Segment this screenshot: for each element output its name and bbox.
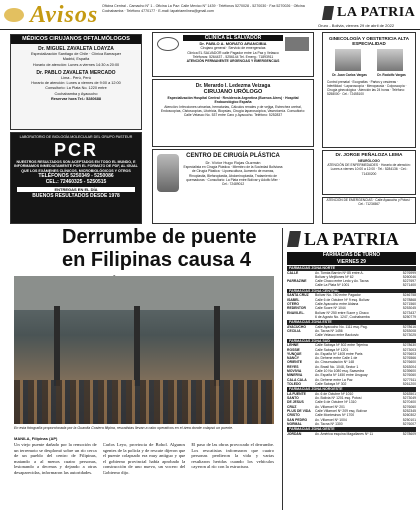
farmacias-de-turno (282, 228, 416, 510)
ad-subtitle: Especialización Hospital Central · Residencia Argentina (Buenos Aires) · Hospital Endourológico España (167, 96, 299, 105)
pharmacy-name (287, 333, 315, 337)
pharmacy-phone: 5278616 (402, 324, 416, 329)
ad-cirujano-urologo (152, 79, 314, 147)
header-contact-info: Oficina Central - Camacho N° 1 - Oficina La Paz: Calle Mexico N° 1439 · Teléfonos 5270028 - 5270030 · Fax 5270026 · Oficina Cochabamba · Teléfono 4770177 · E-mail: lapatriaenlinea@gmail.com (102, 4, 305, 13)
pharmacy-name: LEHNE (287, 343, 299, 348)
farmacias-header: FARMACIAS DE TURNO (287, 252, 416, 259)
doctor-name: Dr. Merardo I. Ledezma Veizaga (195, 83, 271, 89)
pharmacy-phone: 5253045 (402, 306, 416, 311)
pharmacy-address: Av. 6 de Octubre Nº 1010 (315, 391, 354, 396)
pharmacy-address: Av. Dehene entre Calle 1 de (315, 356, 358, 361)
pharmacy-address: Av. España Nº 1405 entre Paris (315, 351, 363, 356)
pharmacy-name (287, 315, 315, 319)
pharmacy-name: REDENTOR (287, 306, 306, 311)
pharmacy-name: MOVIVIA (287, 369, 302, 374)
pharmacy-name: TOLEDO (287, 381, 302, 386)
ad-line: Horario de atención: Lunes a viernes de 9:00 a 12:00 (31, 81, 121, 86)
zone-header: FARMACIAS ZONA SUD (287, 339, 416, 344)
ad-ginecologia (322, 32, 416, 148)
news-photo (14, 276, 274, 424)
ad-line: Cirujano general · Servicio de emergencias (200, 46, 266, 51)
pharmacy-phone: 5261200 (402, 381, 416, 386)
ad-cirugia-plastica (152, 149, 314, 224)
pharmacy-phone: 5252345 (402, 408, 416, 413)
pharmacy-name: PARRAZINE (287, 279, 307, 284)
pharmacy-name: NANCY (287, 356, 300, 361)
clinic-logo-icon (157, 37, 179, 51)
ad-entregas: ENTREGAS EN EL DÍA (17, 187, 135, 192)
pharmacy-name: ISABEL (287, 297, 300, 302)
pharmacy-phone: 5246758 (402, 293, 416, 298)
pharmacy-name: LA FUENTE (287, 391, 306, 396)
pharmacy-name: SANTA CRUZ (287, 293, 309, 298)
pharmacy-name: CECILIA (287, 329, 301, 334)
pharmacy-name: JORDÁN (287, 431, 302, 436)
pharmacy-address: Calle Sabaya Nº 302 (315, 381, 347, 386)
ad-text: Atención: Infecciones urinarias, hematurias, Cálculos renales y de vejiga, Estrechez uretral, Endoscopías, Cistoscopías, Litotricia, Biopsias, Cirugía laparoscópica, Vasectomía. Consultorio: Calle Velasco No. 537 entre Caro y Ayacucho. Teléfono: 5252837 (160, 104, 306, 118)
newspaper-logo-icon (322, 6, 334, 20)
pharmacy-phone: 5271400 (402, 283, 416, 288)
pharmacy-phone: 5276999 (402, 270, 416, 275)
pharmacy-address: Calle Villarroel Nº 209 esq. Bolívar (315, 408, 367, 413)
doctor-names (327, 73, 411, 78)
farmacias-brand (287, 228, 416, 250)
pharmacy-row (287, 422, 416, 426)
ad-line: Teléfonos: 5264437 - 5256144 Tel. Emerg.: 71893911 (192, 54, 274, 59)
pharmacy-address: Calle 6 de Octubre Nº 9 esq. Bolívar (315, 297, 370, 302)
article-column: Carlos Leyo, provincia de Bohol. Algunos agentes de la policía y de rescate dijeron que el puente colapsado era muy antiguo y que el gobierno provincial había aprobado la construcción de uno nuevo, un vocero del Gobierno dijo. (102, 442, 186, 475)
ad-line: Reservar hora Tel.: 5280688 (51, 96, 101, 101)
zone-header: FARMACIAS ZONA NOROESTE (287, 387, 416, 392)
article-byline: MANILA, Filipinas (AP) (14, 436, 58, 441)
pharmacy-name: CALA CALA (287, 377, 307, 382)
pharmacy-phone: 5273049 (402, 396, 416, 401)
doctor-name: Dr. Víctor Hugo Rojas Guzmán (205, 160, 261, 165)
zone-header: FARMACIAS ZONA NORTE (287, 266, 416, 271)
pharmacy-name: NORMAL (287, 421, 302, 426)
pharmacy-phone: 5270400 (402, 400, 416, 405)
pharmacy-address: Calle Ayacucho No. 1111 esq. Pag. (315, 324, 368, 329)
pharmacy-phone: 5263004 (402, 364, 416, 369)
pharmacy-address: Calle Chaco entre Ledo y Av. Tacna (315, 279, 369, 284)
pharmacy-address: 6 de Agosto No. 1247, Cochabamba (315, 314, 370, 319)
zone-header: FARMACIAS ZONA ESTE (287, 320, 416, 325)
doctor-photos (327, 49, 411, 71)
partner-logo-icon (285, 37, 309, 51)
pharmacy-phone: 5271560 (402, 301, 416, 306)
ad-text: ATENCIÓN DE EMERGENCIAS · Calle Ayacucho y Potosí · Cel.: 71234567 (326, 198, 412, 206)
pharmacy-name (287, 283, 315, 287)
pharmacy-address: Calle 6 de Octubre Nº 1310 (315, 400, 357, 405)
pharmacy-phone: 5276600 (402, 360, 416, 365)
pharmacy-address: Calle Sabaya Nº 502 entre Tejerina (315, 343, 368, 348)
photo-pillar (134, 306, 140, 386)
pharmacy-name: ENAVILEL. (287, 310, 305, 315)
photo-caption: En esta fotografía proporcionada por la Guardia Costera filipina, rescatistas llevan a cabo operativos en el área donde colapsó un puente. (14, 426, 234, 430)
ad-mobile: CEL.: 72460325 - 5250515 (45, 179, 107, 186)
pharmacy-phone: 5276566 (402, 356, 416, 361)
newspaper-name: LA PATRIA (304, 228, 399, 249)
issue-date: Oruro - Bolivia, viernes 29 de abril de 2022 (318, 23, 395, 28)
doctor-name: Dr. JORGE PEÑALOZA LEMA (335, 153, 403, 158)
ad-text: Control prenatal · Ecografías · Partos y cesáreas · Infertilidad · Laparoscopía · Menopausia · Colposcopía · Cirugía ginecológica · Atención las 24 horas · Teléfono: 5258000 · Cel.: 72455100 (327, 79, 407, 96)
ad-line: ATENCIÓN PERMANENTE URGENCIAS Y EMERGENCIAS (186, 59, 280, 64)
doctor-name: Dr. PABLO A. MORATO ARANCIBIA (199, 41, 267, 46)
photo-pillar (214, 306, 220, 386)
zone-header: FARMACIAS ZONA CENTRAL (287, 289, 416, 294)
pharmacy-name: SANTO (287, 396, 299, 401)
ad-line: Madrid, España (62, 57, 90, 62)
farmacias-zones (287, 266, 416, 436)
pharmacy-phone: 5239600 (402, 369, 416, 374)
ad-medicos-oftalmologos (10, 34, 142, 130)
pharmacy-address: Av. Tomás Barrón Nº 85 entre A. (315, 270, 364, 275)
pharmacy-name: OTERO (287, 301, 300, 306)
pharmacy-row (287, 333, 416, 337)
pharmacy-name: DE JESUS (287, 400, 304, 405)
pharmacy-address: Av. Tacna Nº 1456 (315, 329, 343, 334)
pharmacy-address: Av. América esquina Magallanes Nº 11 (315, 431, 373, 436)
pharmacy-row (287, 432, 416, 436)
pharmacy-phone: 5250779 (402, 314, 416, 319)
page-header (0, 0, 420, 30)
ad-line: Clínica EL SALVADOR calle Pagador entre La Paz y Velasco (187, 50, 279, 55)
pharmacy-phone: 5250101 (402, 417, 416, 422)
pharmacy-phone: 5278609 (402, 431, 416, 436)
pharmacy-name: SAN PEDRO (287, 417, 308, 422)
ad-text: Especialista en Cirugía Plástica · Miembro de la Sociedad Boliviana de Cirugía Plástica · Lipoescultura, Aumento de mamas, Rinoplastia, Blefaroplastia, Abdominoplastia, Tratamiento de quemaduras · Consultorio: La Plata entre Bolívar y Adolfo Mier · Cel.: 72489012 (183, 165, 283, 187)
ad-title: CENTRO DE CIRUGÍA PLÁSTICA (186, 153, 280, 159)
photo-pillar (54, 306, 60, 386)
pharmacy-address: Av. Villarroel Nº 201 (315, 404, 345, 409)
pharmacy-phone: 5273003 (402, 347, 416, 352)
doctor-name: Dr. MIGUEL ZAVALETA LOAYZA (38, 46, 114, 52)
pharmacy-address: Av. Dehene entre La Paz (315, 377, 353, 382)
pharmacy-phone: 5273437 (402, 310, 416, 315)
pharmacy-name: YUNQUE (287, 351, 302, 356)
ad-text: ATENCIÓN DE ENFERMEDADES · Horario de atención: Lunes a viernes 10:00 a 12:00 · Tel.: 5284136 · Cel.: 71430200 (327, 163, 411, 176)
doctor-photo (335, 49, 361, 71)
article-headline: Derrumbe de puente en Filipinas causa 4 (62, 226, 257, 271)
pharmacy-phone: 5227697 (402, 279, 416, 284)
pharmacy-phone: 5277611 (403, 377, 416, 382)
pharmacy-name: REYES (287, 364, 299, 369)
pharmacy-name: AYACUCHO (287, 324, 306, 329)
pharmacy-row (287, 315, 416, 319)
specialty-title: CIRUJANO URÓLOGO (203, 89, 263, 95)
pharmacy-row (287, 283, 416, 287)
lab-title: LABORATORIO DE BIOLOGÍA MOLECULAR DEL GRUPO PASTEUR (19, 135, 133, 139)
ad-line: Consultorio: La Plata No. 1220 entre (45, 86, 107, 91)
article-column: El paso de las obras provocado el derrumbe. Los rescatistas informaron que cuatro personas perdieron la vida y varias resultaron heridas cuando los vehículos cayeron al río con la estructura. (191, 442, 275, 470)
portrait-image (157, 154, 179, 192)
pharmacy-phone: 5260046 (402, 274, 416, 279)
pharmacy-address: Calle Ayacucho entre Aldana (315, 301, 359, 306)
newspaper-name: LA PATRIA (337, 5, 416, 20)
pharmacy-address: Bolívar No. 740 entre Pagador (315, 293, 361, 298)
pharmacy-name: PLUS DE VIDA (287, 408, 311, 413)
ad-text: NUESTROS RESULTADOS SON ACEPTADOS EN TODO EL MUNDO, E INFORMAMOS INMEDIATAMENTE POR EL FORMATO DE PDF, AL IGUAL QUE LOS EXÁMENES CLÍNICOS, MICROBIOLÓGICOS Y OTROS (14, 159, 138, 173)
pharmacy-phone: 5276060 (402, 404, 416, 409)
pharmacy-phone: 5276060 (402, 373, 416, 378)
article-column: Un viejo puente dañado por la remoción de un terremoto se desplomó sobre un río cerca de un pueblo del centro de Filipinas, matando a al menos cuatro personas, lesionando a decenas y dejando a otras desaparecidas, informaron las autoridades. (14, 442, 97, 475)
pharmacy-phone: 5253008 (402, 329, 416, 334)
doctor-name: Dr. PABLO ZAVALETA MERCADO (36, 69, 116, 76)
pharmacy-address: Av. Tacna Nº 1300 (315, 421, 343, 426)
pharmacy-row (287, 382, 416, 386)
ad-phones: TELÉFONOS 5250349 - 5250086 (38, 173, 114, 180)
doctor-name: Dr. Rodolfo Vargas (377, 72, 406, 77)
pharmacy-address: Calle Sabaya Nº 1201 (315, 347, 349, 352)
pharmacy-name: ROSSIE (287, 347, 300, 352)
pharmacy-address: Bolívar y Mejillones Nº 62 (315, 274, 354, 279)
ad-line: Especialización Santiago de Chile · Clínica Barraquer (30, 52, 122, 57)
pharmacy-address: Calle Montesinos Nº 1700 (315, 413, 355, 418)
pharmacy-phone: 5260302 (402, 413, 416, 418)
pharmacy-address: Av. Bolivia Nº 1201 esq. Potosí (315, 396, 362, 401)
pharmacy-address: Av. Villarroel Nº 1004 (315, 417, 347, 422)
pharmacy-address: Bolívar Nº 250 entre Sucre y Chaco (315, 310, 369, 315)
ad-clinica-el-salvador (152, 32, 314, 77)
pharmacy-phone: 5276603 (402, 351, 416, 356)
pharmacy-address: Calle La Plata Nº 1001 (315, 283, 350, 288)
pharmacy-name: CRUZ (287, 404, 297, 409)
pharmacy-address: Calle Sucre Nº 1044 (315, 306, 346, 311)
pharmacy-phone: 5278630 (402, 343, 416, 348)
pharmacy-address: Calle 10 No 1080 esq. Saavedra (315, 369, 365, 374)
pharmacy-name: ORIENTE (287, 360, 303, 365)
doctor-photo (377, 49, 403, 71)
newspaper-logo (322, 3, 418, 23)
pharmacy-address: Av. Circunvalación Nº 148 (315, 360, 354, 365)
ad-title: GINECOLOGÍA Y OBSTETRICIA ALTA ESPECIALIDAD (329, 36, 409, 47)
pharmacy-address: Av. España Nº 1450 entre Uruguay (315, 373, 368, 378)
doctor-name: Dr. Juan Carlos Vargas (332, 72, 367, 77)
pharmacy-phone: 5276007 (402, 421, 416, 426)
avisos-ornament-icon (4, 8, 24, 22)
ad-banner: MÉDICOS CIRUJANOS OFTALMÓLOGOS (11, 35, 141, 44)
pharmacy-phone: 5263501 (402, 391, 416, 396)
zone-header: FARMACIAS ZONA OESTE (287, 427, 416, 432)
ad-slogan: BUENOS RESULTADOS DESDE 1978 (32, 193, 120, 200)
section-title: Avisos (30, 2, 99, 28)
pharmacy-name: MINERVA (287, 373, 303, 378)
ad-line: Horario de atención: Lunes a viernes 14:30 a 20:00 (32, 62, 120, 67)
specialty-title: NEURÓLOGO (358, 159, 380, 163)
pharmacy-phone: 5278868 (402, 297, 416, 302)
ad-line: Cochabamba y Ayacucho (54, 91, 98, 96)
ad-laboratorio-pcr (10, 132, 142, 224)
farmacias-day: VIERNES 29 (287, 259, 416, 265)
newspaper-logo-icon (287, 231, 301, 247)
pharmacy-phone: 5273025 (402, 333, 416, 338)
pharmacy-name: CRISTO (287, 413, 300, 418)
ad-small (322, 197, 416, 224)
ad-line: Lima - Perú, Perú (61, 76, 91, 81)
pharmacy-address: Calle Velasco entre Backovic (315, 333, 359, 338)
pharmacy-address: Av. Brasil No. 1048, Sector 1 (315, 364, 359, 369)
ad-neurologo (322, 150, 416, 195)
article-body (14, 442, 274, 510)
ad-banner: CLÍNICA EL SALVADOR (183, 35, 283, 41)
pharmacy-name: CALLE (287, 270, 299, 275)
pcr-heading: PCR (53, 139, 98, 160)
photo-roof (14, 276, 274, 310)
photo-crowd (14, 380, 274, 424)
